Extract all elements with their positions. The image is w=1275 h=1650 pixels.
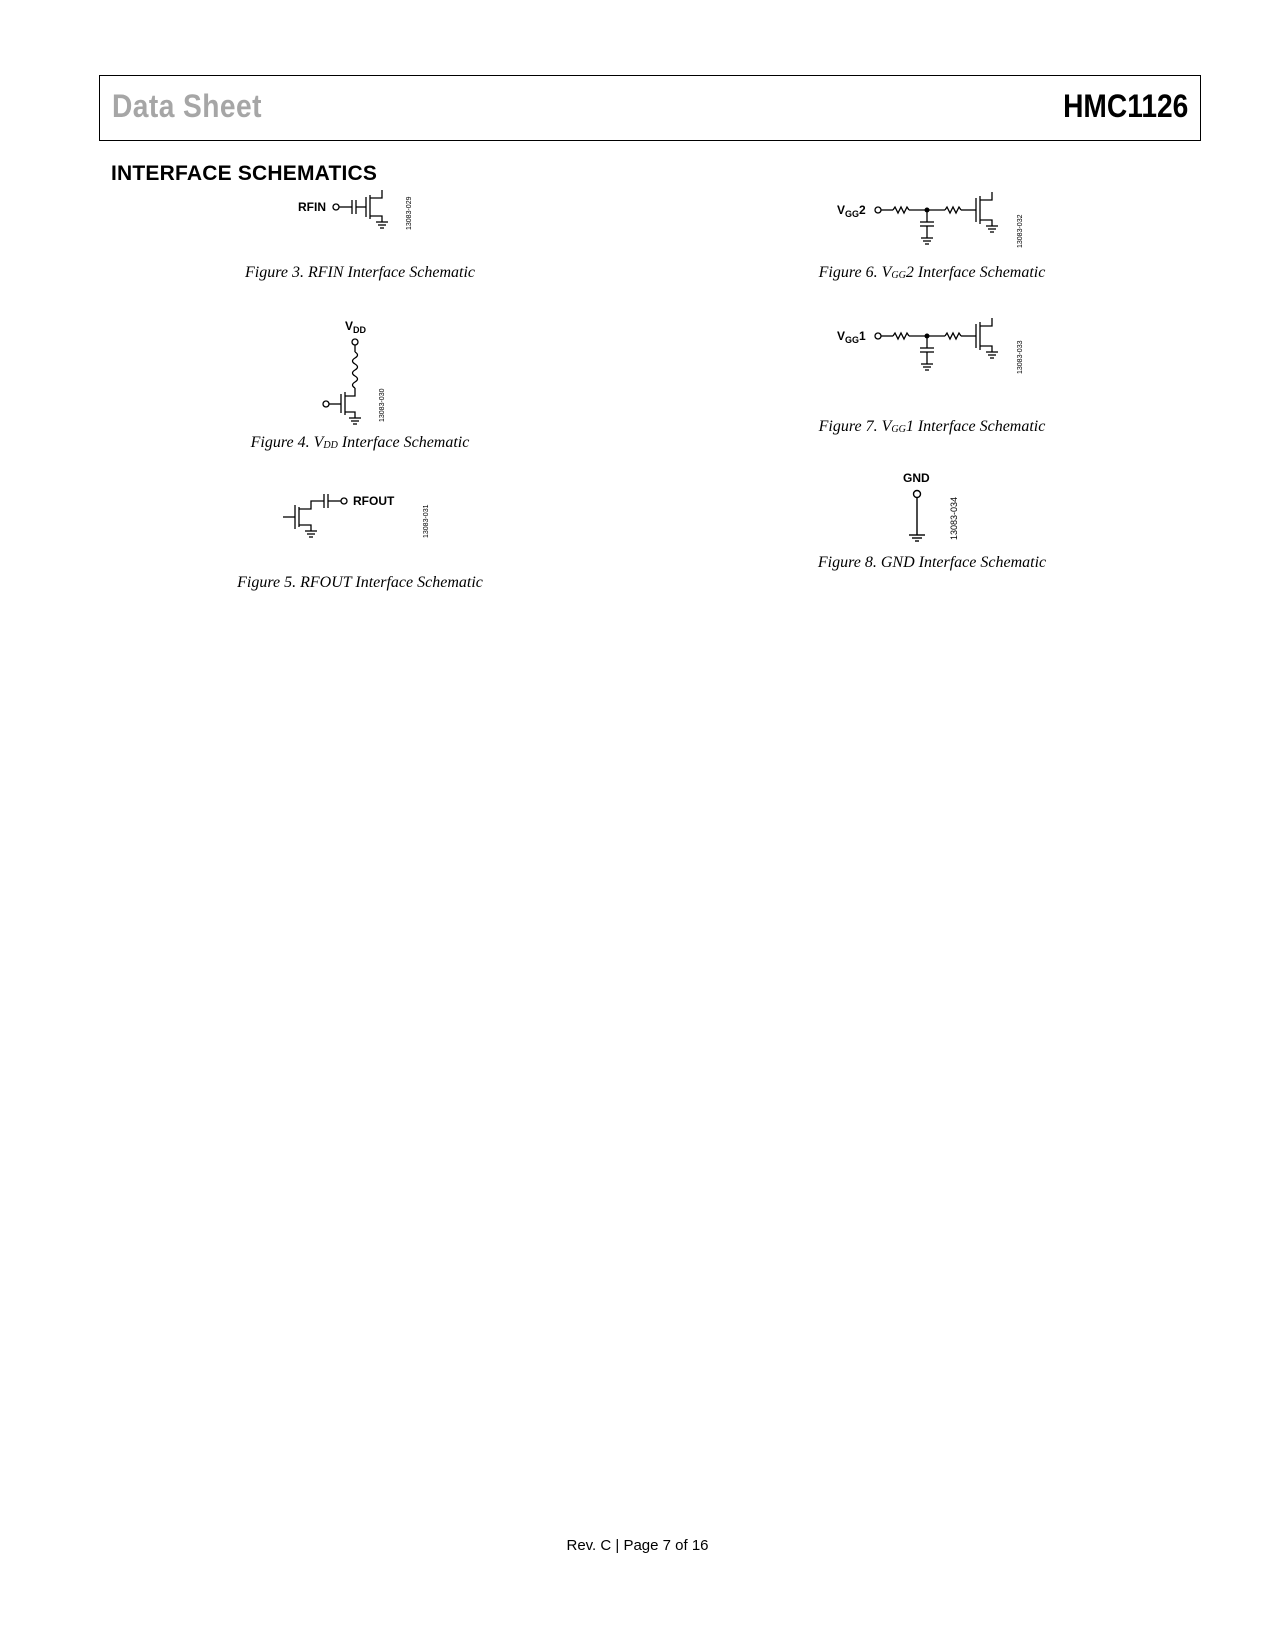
figure-3-caption: Figure 3. RFIN Interface Schematic — [245, 264, 475, 281]
rfout-figure-code: 13083-031 — [423, 504, 430, 538]
header-doc-type: Data Sheet — [112, 88, 262, 124]
vgg1-pin-label: $V_{GG}1$ — [837, 329, 866, 345]
gnd-figure-code: 13083-034 — [949, 496, 959, 540]
vgg2-figure-code: 13083-032 — [1017, 214, 1024, 248]
figure-7-caption: Figure 7. $V_{GG}1$ Interface Schematic — [818, 418, 1046, 435]
section-title: INTERFACE SCHEMATICS — [111, 162, 378, 185]
figure-4-caption: Figure 4. $V_{DD}$ Interface Schematic — [250, 434, 470, 451]
figure-6-caption: Figure 6. $V_{GG}2$ Interface Schematic — [818, 264, 1046, 281]
vgg1-schematic — [835, 318, 1035, 383]
figure-5-caption: Figure 5. RFOUT Interface Schematic — [237, 574, 483, 591]
gnd-schematic — [895, 470, 965, 545]
page-footer: Rev. C | Page 7 of 16 — [566, 1537, 709, 1554]
gnd-pin-label: GND — [903, 471, 930, 485]
rfin-figure-code: 13083-029 — [406, 196, 413, 230]
vdd-schematic — [315, 318, 425, 433]
rfout-schematic — [283, 488, 443, 543]
vgg2-pin-label: $V_{GG}2$ — [837, 203, 866, 219]
vgg2-schematic — [835, 192, 1035, 257]
rfout-pin-label: RFOUT — [353, 494, 395, 508]
figure-8-caption: Figure 8. GND Interface Schematic — [817, 554, 1047, 571]
rfin-schematic — [290, 190, 430, 240]
rfin-pin-label: RFIN — [298, 200, 326, 214]
vgg1-figure-code: 13083-033 — [1017, 340, 1024, 374]
page-header — [99, 75, 1201, 141]
header-part-number: HMC1126 — [1062, 88, 1188, 124]
vdd-figure-code: 13083-030 — [379, 388, 386, 422]
vdd-pin-label: $V_{DD}$ — [345, 319, 367, 335]
